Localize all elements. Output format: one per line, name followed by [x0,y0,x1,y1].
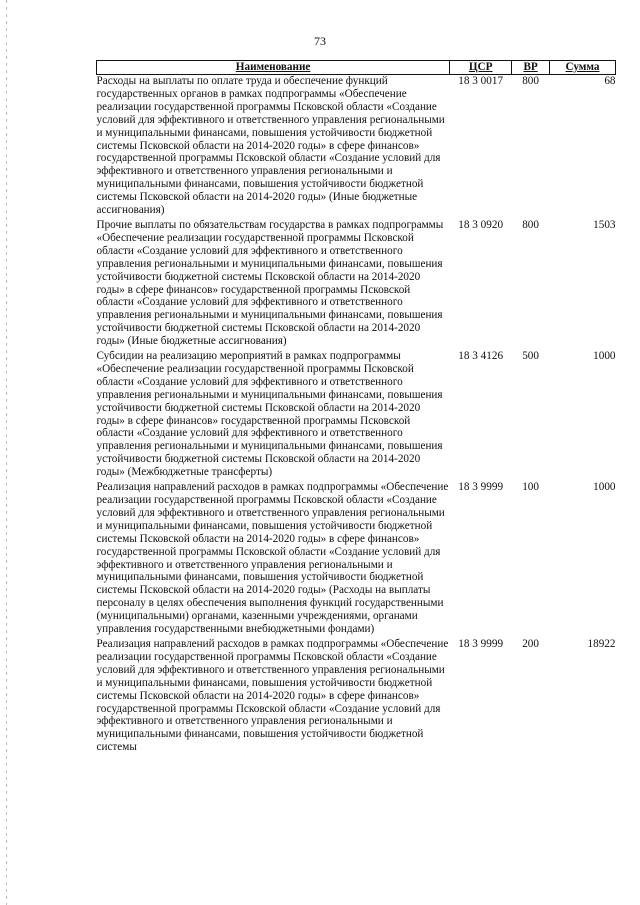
table-row [97,350,616,481]
row-name: Реализация направлений расходов в рамках подпрограммы «Обеспечение реализации государственной программы Псковской области «Создание условий для эффективного и ответственного управления региональными и муниципальными финансами, повышения устойчивости бюджетной системы Псковской области на 2014-2020 годы» в сфере финансов» государственной программы Псковской области «Создание условий для эффективного и ответственного управления региональными и муниципальными финансами, повышения устойчивости бюджетной системы [96,637,449,754]
row-csr: 18 3 0017 [458,75,504,87]
row-sum: 1503 [593,218,616,231]
header-csr: ЦСР [450,61,512,75]
header-name: Наименование [97,61,450,75]
row-name: Субсидии на реализацию мероприятий в рамках подпрограммы «Обеспечение реализации государственной программы Псковской области «Создание условий для эффективного и ответственного управления региональными и муниципальными финансами, повышения устойчивости бюджетной системы Псковской области на 2014-2020 годы» в сфере финансов» государственной программы Псковской области «Создание условий для эффективного и ответственного управления региональными и муниципальными финансами, повышения устойчивости бюджетной системы Псковской области на 2014-2020 годы» (Межбюджетные трансферты) [96,350,443,479]
table-row [97,219,616,350]
table-row [97,638,616,756]
row-csr: 18 3 9999 [458,481,504,494]
row-sum: 68 [604,75,616,87]
row-vr: 800 [522,218,539,231]
row-sum: 1000 [593,481,616,494]
table-row [97,75,616,219]
row-vr: 100 [522,481,539,494]
row-name: Прочие выплаты по обязательствам государства в рамках подпрограммы «Обеспечение реализации государственной программы Псковской области «Создание условий для эффективного и ответственного управления региональными и муниципальными финансами, повышения устойчивости бюджетной системы Псковской области на 2014-2020 годы» в сфере финансов» государственной программы Псковской области «Создание условий для эффективного и ответственного управления региональными и муниципальными финансами, повышения устойчивости бюджетной системы Псковской области на 2014-2020 годы» (Иные бюджетные ассигнования) [96,218,444,348]
row-vr: 200 [522,637,539,650]
row-csr: 18 3 9999 [458,637,504,650]
scan-edge [6,0,7,905]
table-row [97,481,616,638]
table-header-row [97,61,616,75]
row-csr: 18 3 4126 [458,350,504,363]
row-vr: 800 [522,75,539,87]
budget-table [96,60,616,756]
header-sum: Сумма [550,61,616,75]
row-csr: 18 3 0920 [458,218,504,231]
row-sum: 18922 [587,637,616,650]
row-name: Реализация направлений расходов в рамках подпрограммы «Обеспечение реализации государственной программы Псковской области «Создание условий для эффективного и ответственного управления региональными и муниципальными финансами, повышения устойчивости бюджетной системы Псковской области на 2014-2020 годы» в сфере финансов» государственной программы Псковской области «Создание условий для эффективного и ответственного управления региональными и муниципальными финансами, повышения устойчивости бюджетной системы Псковской области на 2014-2020 годы» (Расходы на выплаты персоналу в целях обеспечения выполнения функций государственными (муниципальными) органами, казенными учреждениями, органами управления государственными внебюджетными фондами) [96,481,449,636]
row-vr: 500 [522,350,539,363]
header-vr: ВР [512,61,550,75]
row-name: Расходы на выплаты по оплате труда и обеспечение функций государственных органов в рамках подпрограммы «Обеспечение реализации государственной программы Псковской области «Создание условий для эффективного и ответственного управления региональными и муниципальными финансами, повышения устойчивости бюджетной системы Псковской области на 2014-2020 годы» в сфере финансов» государственной программы Псковской области «Создание условий для эффективного и ответственного управления региональными и муниципальными финансами, повышения устойчивости бюджетной системы Псковской области на 2014-2020 годы» (Иные бюджетные ассигнования) [96,75,445,217]
page-number: 73 [314,34,326,48]
row-sum: 1000 [593,350,616,363]
